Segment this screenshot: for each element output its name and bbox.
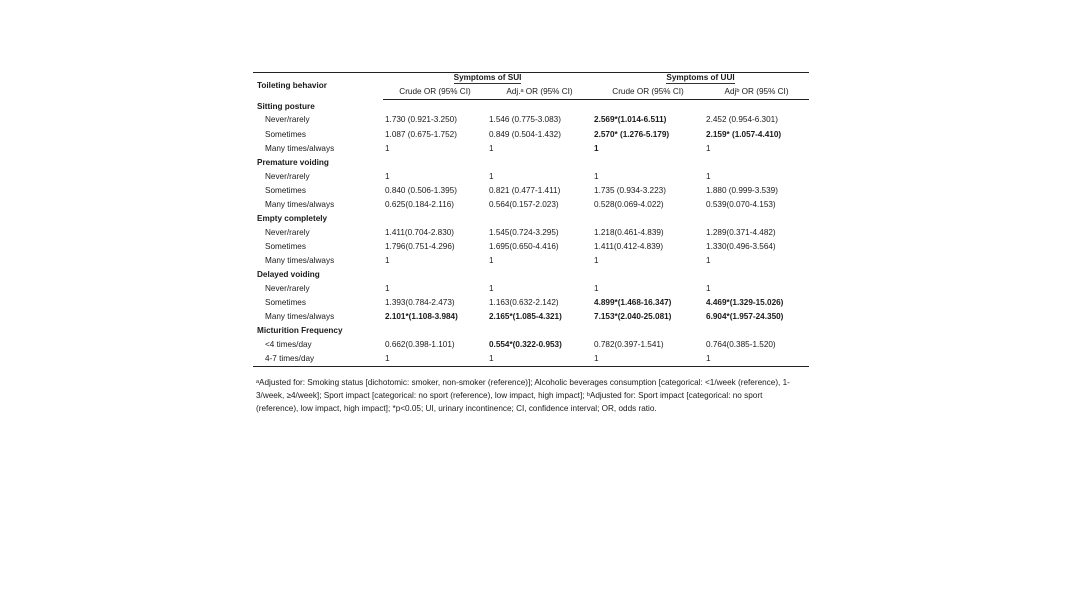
group-header-sui-label: Symptoms of SUI: [454, 74, 522, 84]
row-label: Never/rarely: [265, 283, 310, 293]
table-row: [253, 184, 809, 198]
table-cell: 1.730 (0.921-3.250): [385, 115, 457, 125]
table-cell: 0.782(0.397-1.541): [594, 339, 664, 349]
table-cell: 1: [383, 352, 487, 367]
table-cell: 1: [706, 255, 711, 265]
sub-header: Crude OR (95% CI): [383, 84, 487, 100]
results-table: [253, 72, 809, 367]
table-cell: 1: [706, 171, 711, 181]
table-cell: 1.218(0.461-4.839): [594, 227, 664, 237]
row-label: 4-7 times/day: [253, 352, 383, 367]
sub-header: Adjᵇ OR (95% CI): [704, 84, 809, 100]
table-cell: 1.087 (0.675-1.752): [385, 129, 457, 139]
table-cell: 0.528(0.069-4.022): [594, 199, 664, 209]
table-cell: 1: [592, 352, 704, 367]
table-row: [253, 198, 809, 212]
table-cell: 1.289(0.371-4.482): [706, 227, 776, 237]
section-title: Sitting posture: [257, 101, 315, 111]
row-label: Sometimes: [265, 185, 306, 195]
row-label: Many times/always: [265, 312, 335, 322]
table-cell: 1.411(0.412-4.839): [594, 241, 664, 251]
table-cell: 4.899*(1.468-16.347): [594, 297, 672, 307]
table-cell: 0.554*(0.322-0.953): [489, 339, 562, 349]
table-cell: 1.735 (0.934-3.223): [594, 185, 666, 195]
table-cell: 2.452 (0.954-6.301): [706, 115, 778, 125]
table-cell: 1: [489, 255, 494, 265]
table-cell: 1: [489, 143, 494, 153]
table-cell: 1: [594, 283, 599, 293]
section-row: [253, 156, 809, 170]
table-cell: 1.330(0.496-3.564): [706, 241, 776, 251]
table-cell: 1: [594, 143, 599, 153]
group-header-uui: [592, 73, 809, 85]
table-cell: 2.159* (1.057-4.410): [706, 129, 782, 139]
table-cell: 1: [594, 171, 599, 181]
table-cell: 0.564(0.157-2.023): [489, 199, 559, 209]
row-label: Never/rarely: [265, 227, 310, 237]
row-label: Many times/always: [265, 143, 335, 153]
table-cell: 0.625(0.184-2.116): [385, 199, 455, 209]
row-label: Sometimes: [265, 297, 306, 307]
table-cell: 0.840 (0.506-1.395): [385, 185, 457, 195]
table-row: [253, 310, 809, 324]
table-cell: 1: [487, 352, 592, 367]
table-cell: 0.849 (0.504-1.432): [489, 129, 561, 139]
table-footnote: ᵃAdjusted for: Smoking status [dichotomic: smoker, non-smoker (reference)]; Alcoholic beverages consumption [categorical: <1/week (reference), 1-3/week, ≥4/week]; Sport impact [categorical: no sport (reference), low impact, high impact]; ᵇAdjusted for: Sport impact [categorical: no sport (reference), low impact, high impact]; *p<0.05; UI, urinary incontinence; CI, confidence interval; OR, odds ratio.: [256, 378, 790, 413]
table-cell: 1: [706, 143, 711, 153]
table-cell: 0.539(0.070-4.153): [706, 199, 776, 209]
table-body: [253, 100, 809, 367]
section-row: [253, 324, 809, 338]
table-cell: 1.546 (0.775-3.083): [489, 115, 561, 125]
table-cell: 1: [706, 283, 711, 293]
table-cell: 1: [489, 171, 494, 181]
table-row: [253, 296, 809, 310]
table-cell: 2.101*(1.108-3.984): [385, 312, 458, 322]
table-cell: 1.393(0.784-2.473): [385, 297, 455, 307]
table-cell: 1: [385, 283, 390, 293]
table-row: [253, 170, 809, 184]
section-row: [253, 212, 809, 226]
group-header-sui: [383, 73, 592, 85]
group-header-uui-label: Symptoms of UUI: [666, 74, 734, 84]
table-cell: 4.469*(1.329-15.026): [706, 297, 784, 307]
table-cell: 1: [489, 283, 494, 293]
table-cell: 1.411(0.704-2.830): [385, 227, 455, 237]
table-row: [253, 226, 809, 240]
table-row: [253, 114, 809, 128]
table-row: [253, 352, 809, 367]
section-row: [253, 100, 809, 114]
table-cell: 1.796(0.751-4.296): [385, 241, 455, 251]
table-cell: 2.569*(1.014-6.511): [594, 115, 667, 125]
table-cell: 1: [385, 171, 390, 181]
sub-header: Crude OR (95% CI): [592, 84, 704, 100]
section-row: [253, 268, 809, 282]
table-cell: 1: [385, 143, 390, 153]
table-cell: 0.764(0.385-1.520): [706, 339, 776, 349]
row-label: Many times/always: [265, 255, 335, 265]
table-cell: 1.695(0.650-4.416): [489, 241, 559, 251]
table-row: [253, 240, 809, 254]
table-cell: 1: [385, 255, 390, 265]
row-label: Never/rarely: [265, 171, 310, 181]
table-cell: 1.163(0.632-2.142): [489, 297, 559, 307]
table-cell: 2.165*(1.085-4.321): [489, 312, 562, 322]
row-label: Never/rarely: [265, 115, 310, 125]
table-row: [253, 128, 809, 142]
table-row: [253, 282, 809, 296]
section-title: Empty completely: [257, 213, 328, 223]
table-cell: 1: [594, 255, 599, 265]
row-label: Sometimes: [265, 129, 306, 139]
section-title: Premature voiding: [257, 157, 329, 167]
table-row: [253, 142, 809, 156]
sub-header: Adj.ᵃ OR (95% CI): [487, 84, 592, 100]
table-cell: 1: [704, 352, 809, 367]
table-row: [253, 254, 809, 268]
section-title: Micturition Frequency: [257, 325, 343, 335]
row-header: Toileting behavior: [253, 73, 383, 100]
table-cell: 7.153*(2.040-25.081): [594, 312, 672, 322]
table-cell: 1.545(0.724-3.295): [489, 227, 559, 237]
row-label: Many times/always: [265, 199, 335, 209]
table-cell: 6.904*(1.957-24.350): [706, 312, 784, 322]
table-cell: 0.821 (0.477-1.411): [489, 185, 561, 195]
row-label: <4 times/day: [265, 339, 312, 349]
row-label: Sometimes: [265, 241, 306, 251]
table-cell: 2.570* (1.276-5.179): [594, 129, 670, 139]
results-table-container: [253, 72, 809, 367]
table-cell: 0.662(0.398-1.101): [385, 339, 455, 349]
section-title: Delayed voiding: [257, 269, 320, 279]
table-cell: 1.880 (0.999-3.539): [706, 185, 778, 195]
table-row: [253, 338, 809, 352]
